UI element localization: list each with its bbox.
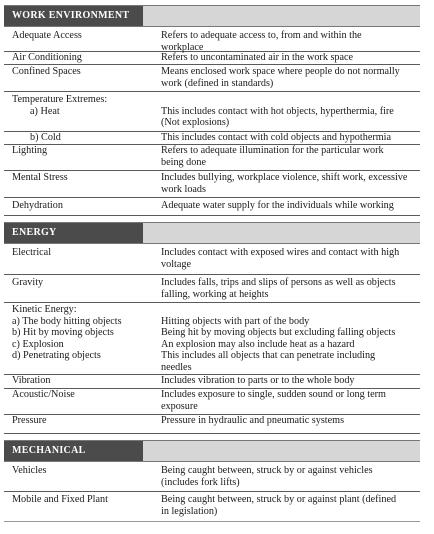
description-text: Adequate water supply for the individuals while working: [161, 200, 394, 211]
term-cell: [12, 66, 152, 78]
description-cell: [161, 277, 411, 300]
term-text: Acoustic/Noise: [12, 389, 75, 400]
description-cell: [161, 145, 411, 168]
table-row: [4, 171, 420, 198]
description-text: [161, 304, 411, 316]
section-title: ENERGY: [12, 227, 57, 238]
description-cell: [161, 415, 411, 427]
table-row: [4, 492, 420, 522]
description-text: Includes vibration to parts or to the whole body: [161, 375, 355, 386]
description-text: in legislation): [161, 505, 218, 517]
term-cell: [12, 200, 152, 212]
table-row: [4, 92, 420, 132]
section-title: MECHANICAL: [12, 445, 86, 456]
term-cell: [12, 145, 152, 157]
table-row: [4, 145, 420, 171]
description-cell: [161, 52, 411, 64]
description-text: needles: [161, 361, 192, 373]
description-text: An explosion may also include heat as a hazard: [161, 338, 355, 350]
term-subitem-text: d) Penetrating objects: [12, 350, 101, 361]
term-text: Kinetic Energy:: [12, 304, 77, 315]
description-text: Includes bullying, workplace violence, shift work, excessive: [161, 172, 408, 183]
table-row: [4, 375, 420, 389]
description-cell: [161, 465, 411, 488]
section-header-light-band: [143, 441, 420, 461]
description-text: exposure: [161, 400, 198, 412]
description-text: voltage: [161, 258, 191, 270]
table-row: [4, 132, 420, 145]
term-text: Lighting: [12, 145, 48, 156]
table-row: [4, 52, 420, 65]
description-text: Hitting objects with part of the body: [161, 315, 310, 327]
term-text: b) Cold: [30, 132, 61, 143]
description-cell: [161, 494, 411, 517]
description-cell: [161, 389, 411, 412]
term-text: Mental Stress: [12, 172, 68, 183]
section-header-work-environment: [4, 5, 420, 27]
description-text: This includes contact with cold objects and hypothermia: [161, 132, 392, 143]
table-row: [4, 462, 420, 492]
term-cell: [12, 94, 152, 117]
term-text: Gravity: [12, 277, 44, 288]
term-text: Vehicles: [12, 465, 47, 476]
term-cell: [12, 389, 152, 401]
term-cell: [12, 375, 152, 387]
term-cell: [12, 52, 152, 64]
term-cell: [12, 415, 152, 427]
term-subitem-text: b) Hit by moving objects: [12, 327, 114, 338]
term-cell: [12, 247, 152, 259]
section-header-mechanical: [4, 440, 420, 462]
table-row: [4, 198, 420, 216]
hazard-table: [4, 5, 420, 522]
description-cell: [161, 66, 411, 89]
description-text: Includes contact with exposed wires and contact with high: [161, 247, 400, 258]
table-row: [4, 65, 420, 92]
description-text: Refers to uncontaminated air in the work space: [161, 52, 354, 63]
table-row: [4, 389, 420, 415]
term-text: Air Conditioning: [12, 52, 82, 63]
description-text: Includes exposure to single, sudden sound or long term: [161, 389, 386, 400]
description-cell: [161, 172, 411, 195]
description-text: Includes falls, trips and slips of persons as well as objects: [161, 277, 396, 288]
description-text: Refers to adequate access to, from and within the: [161, 30, 362, 41]
section-header-light-band: [143, 223, 420, 243]
description-text: This includes contact with hot objects, hyperthermia, fire: [161, 105, 394, 117]
description-text: work (defined in standards): [161, 77, 274, 89]
term-cell: [12, 132, 170, 144]
description-text: Being caught between, struck by or against vehicles: [161, 465, 373, 476]
description-cell: [161, 200, 411, 212]
term-cell: [12, 304, 152, 362]
description-cell: [161, 30, 411, 53]
description-text: Refers to adequate illumination for the particular work: [161, 145, 384, 156]
section-title: WORK ENVIRONMENT: [12, 10, 130, 21]
description-text: [161, 94, 411, 106]
term-text: Mobile and Fixed Plant: [12, 494, 108, 505]
description-cell: [161, 94, 411, 129]
term-text: Electrical: [12, 247, 52, 258]
table-row: [4, 303, 420, 375]
term-text: Dehydration: [12, 200, 63, 211]
term-text: Adequate Access: [12, 30, 82, 41]
description-cell: [161, 375, 411, 387]
term-subitem-text: a) Heat: [30, 105, 60, 117]
table-row: [4, 27, 420, 52]
term-subitem-text: a) The body hitting objects: [12, 315, 122, 327]
description-text: Being hit by moving objects but excluding falling objects: [161, 327, 396, 338]
table-row: [4, 244, 420, 275]
term-cell: [12, 494, 152, 506]
table-row: [4, 275, 420, 303]
description-text: This includes all objects that can penetrate including: [161, 350, 376, 361]
term-text: Temperature Extremes:: [12, 94, 108, 105]
description-cell: [161, 304, 411, 373]
description-text: falling, working at heights: [161, 288, 269, 300]
description-cell: [161, 247, 411, 270]
term-cell: [12, 30, 152, 42]
description-text: Pressure in hydraulic and pneumatic systems: [161, 415, 345, 426]
table-row: [4, 415, 420, 434]
term-subitem-text: c) Explosion: [12, 338, 64, 350]
description-text: Being caught between, struck by or against plant (defined: [161, 494, 397, 505]
description-cell: [161, 132, 411, 144]
description-text: (Not explosions): [161, 117, 230, 128]
description-text: being done: [161, 156, 206, 168]
term-cell: [12, 465, 152, 477]
term-text: Vibration: [12, 375, 51, 386]
term-cell: [12, 277, 152, 289]
section-header-light-band: [143, 6, 420, 26]
description-text: work loads: [161, 183, 206, 195]
term-text: Confined Spaces: [12, 66, 81, 77]
description-text: (includes fork lifts): [161, 476, 240, 488]
term-text: Pressure: [12, 415, 47, 426]
description-text: Means enclosed work space where people do not normally: [161, 66, 400, 77]
description-text: workplace: [161, 41, 204, 53]
section-header-energy: [4, 222, 420, 244]
term-cell: [12, 172, 152, 184]
